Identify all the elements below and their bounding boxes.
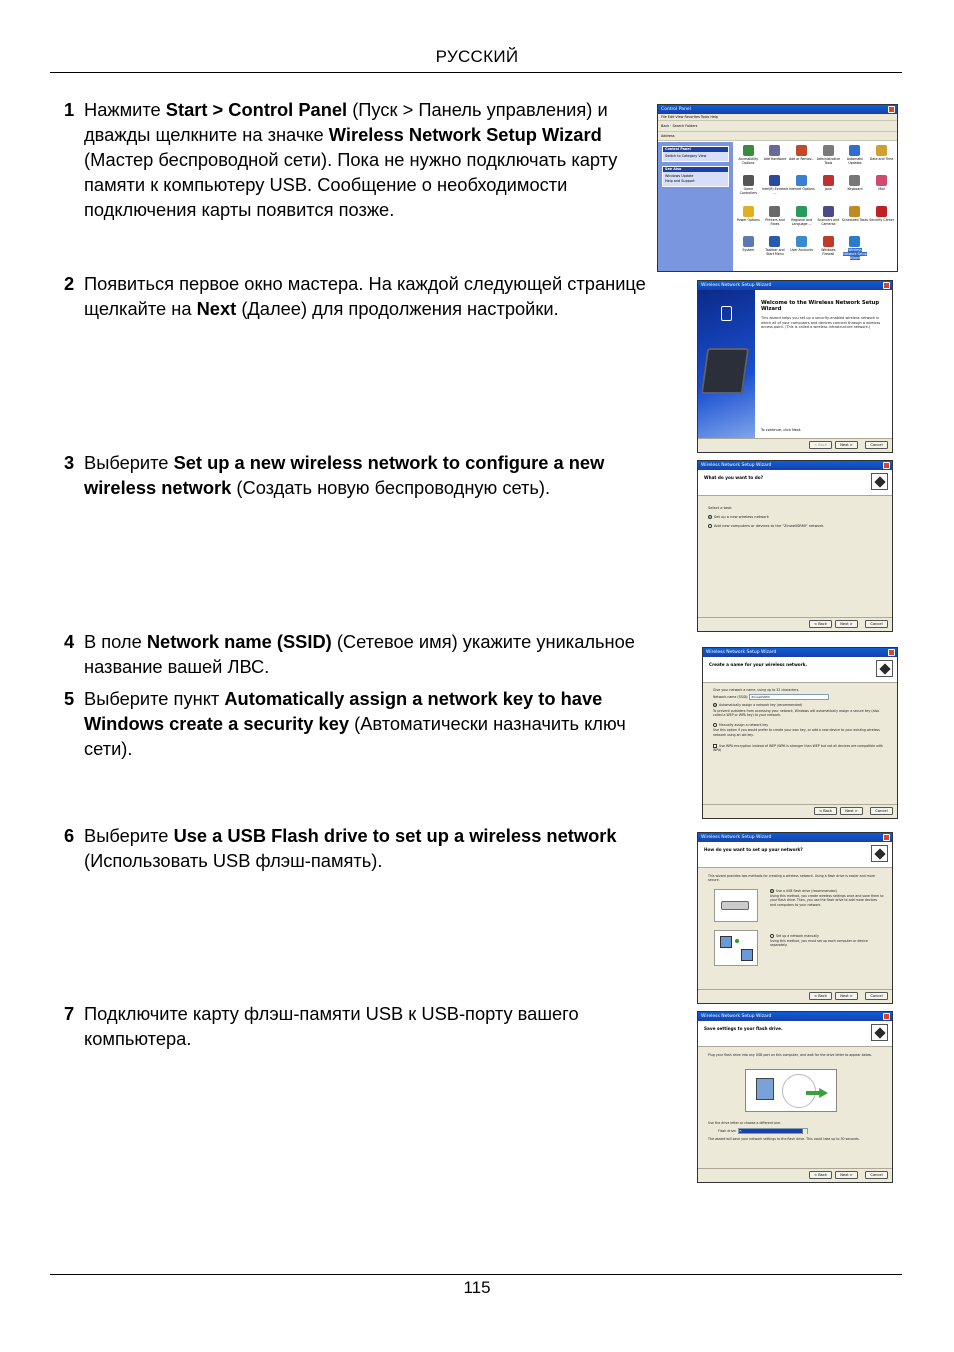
- wizard-welcome-screenshot: [697, 280, 893, 453]
- next-button[interactable]: Next >: [835, 620, 858, 628]
- step-number: 5: [64, 688, 75, 709]
- applet-label: Printers and Faxes: [765, 217, 785, 226]
- control-panel-item[interactable]: [815, 175, 842, 203]
- applet-label: Windows Firewall: [821, 247, 836, 256]
- control-panel-item[interactable]: [762, 236, 789, 268]
- step-bold-text: Automatically assign a network key to have Windows create a security key: [84, 688, 603, 734]
- applet-icon: [769, 236, 780, 247]
- applet-label: Automatic Updates: [846, 157, 864, 165]
- applet-label: Keyboard: [847, 187, 863, 192]
- back-button[interactable]: < Back: [809, 1171, 832, 1179]
- step-text: [84, 97, 676, 222]
- task-pane: [658, 142, 733, 271]
- step-text-run: (Пуск > Панель управления) и дважды щелкните на значке: [84, 99, 608, 145]
- control-panel-item[interactable]: [788, 236, 815, 268]
- step-bold-text: Next: [196, 298, 237, 319]
- step-number: 4: [64, 631, 75, 652]
- step-text-run: (Автоматически назначить ключ сети).: [84, 713, 626, 759]
- wizard-logo-icon: [871, 845, 888, 862]
- control-panel-item[interactable]: [762, 145, 789, 173]
- window-title-bar: Wireless Network Setup Wizard: [698, 281, 892, 290]
- step-number: 3: [64, 452, 75, 473]
- step-text-run: Выберите пункт: [84, 688, 225, 709]
- applet-icon: [823, 236, 834, 247]
- applet-label: Add or Remov...: [789, 157, 815, 161]
- step-text-run: (Далее) для продолжения настройки.: [236, 298, 559, 319]
- step-bold-text: Use a USB Flash drive to set up a wireless network: [173, 825, 617, 846]
- applet-label: Taskbar and Start Menu: [765, 247, 785, 256]
- window-title-bar: Wireless Network Setup Wizard: [703, 648, 897, 657]
- step-4: [64, 629, 676, 679]
- control-panel-item[interactable]: [815, 206, 842, 234]
- control-panel-item[interactable]: [842, 206, 869, 234]
- applet-icon: [769, 145, 780, 156]
- next-button[interactable]: Next >: [840, 807, 863, 815]
- step-text-run: Выберите: [84, 825, 174, 846]
- step-text-run: (Создать новую беспроводную сеть).: [231, 477, 551, 498]
- applet-icon: [823, 206, 834, 217]
- radio-selected-icon: [770, 889, 774, 893]
- applet-icon: [743, 175, 754, 186]
- step-number: 7: [64, 1003, 75, 1024]
- control-panel-item[interactable]: [762, 206, 789, 234]
- step-text-run: (Сетевое имя) укажите уникальное название вашей ЛВС.: [84, 631, 635, 677]
- step-text-run: Выберите: [84, 452, 174, 473]
- flash-drive-select[interactable]: F:: [738, 1128, 808, 1134]
- wizard-logo-icon: [871, 473, 888, 490]
- control-panel-item[interactable]: [735, 236, 762, 268]
- chevron-down-icon: [802, 1129, 807, 1134]
- window-title-bar: Wireless Network Setup Wizard: [698, 1012, 892, 1021]
- applet-icon: [849, 145, 860, 156]
- radio-icon: [770, 934, 774, 938]
- network-name-input[interactable]: ZinwellSRMI: [749, 694, 829, 700]
- network-computers-icon: [714, 930, 758, 966]
- page-number: 115: [463, 1278, 491, 1297]
- wizard-save-screenshot: [697, 1011, 893, 1183]
- window-title-bar: Wireless Network Setup Wizard: [698, 833, 892, 842]
- option-auto-key[interactable]: Automatically assign a network key (recommended): [713, 703, 887, 707]
- address-bar: Address: [658, 132, 897, 141]
- step-text: [84, 686, 676, 761]
- applet-icon: [849, 206, 860, 217]
- plug-in-illustration-icon: [745, 1069, 837, 1112]
- close-icon: [883, 462, 890, 469]
- applet-label: Mail: [878, 187, 885, 192]
- cancel-button[interactable]: Cancel: [865, 441, 888, 449]
- radio-selected-icon: [708, 515, 712, 519]
- step-text: [84, 1001, 676, 1051]
- applet-label: Java: [824, 187, 832, 192]
- back-button[interactable]: < Back: [814, 807, 837, 815]
- applet-icon: [876, 145, 887, 156]
- wizard-footer: [698, 617, 892, 631]
- applet-label: Scanners and Cameras: [817, 217, 840, 226]
- next-button[interactable]: Next >: [835, 1171, 858, 1179]
- step-5: [64, 686, 676, 761]
- option-add-devices[interactable]: Add new computers or devices to the "ZinwellSRMI" network.: [708, 524, 882, 529]
- step-text: [84, 823, 676, 873]
- wizard-side-graphic: [698, 290, 755, 438]
- back-button[interactable]: < Back: [809, 620, 832, 628]
- applet-icon: [849, 175, 860, 186]
- page-language-header: РУССКИЙ: [435, 47, 519, 66]
- applet-label: Security Center: [869, 217, 895, 222]
- wizard-header: Save settings to your flash drive.: [698, 1021, 892, 1047]
- step-1: [64, 97, 676, 222]
- step-bold-text: Set up a new wireless network to configure a new wireless network: [84, 452, 605, 498]
- step-text-run: (Использовать USB флэш-память).: [84, 850, 383, 871]
- cancel-button[interactable]: Cancel: [865, 1171, 888, 1179]
- applet-label: Add Hardware: [763, 157, 787, 161]
- applet-icon: [796, 236, 807, 247]
- control-panel-item[interactable]: [735, 175, 762, 203]
- step-6: [64, 823, 676, 873]
- wizard-body: Select a task: Set up a new wireless network Add new computers or devices to the "ZinwellSRMI" network.: [698, 496, 892, 537]
- applet-label: Power Options: [736, 217, 760, 222]
- back-button[interactable]: < Back: [809, 441, 832, 449]
- step-number: 2: [64, 273, 75, 294]
- step-text: [84, 450, 676, 500]
- wizard-method-screenshot: [697, 832, 893, 1004]
- applet-label: Date and Time: [869, 157, 894, 161]
- laptop-icon: [701, 348, 749, 394]
- applet-icon: [769, 175, 780, 186]
- wizard-logo-icon: [871, 1024, 888, 1041]
- wizard-footer: [698, 438, 892, 452]
- applet-icon: [769, 206, 780, 217]
- applet-label: Accessibility Options: [738, 157, 759, 165]
- close-icon: [883, 834, 890, 841]
- next-button[interactable]: Next >: [835, 992, 858, 1000]
- applet-label: Game Controllers: [739, 187, 757, 196]
- applet-icon: [876, 206, 887, 217]
- control-panel-box: Control Panel Switch to Category View: [662, 146, 729, 162]
- wizard-header: What do you want to do?: [698, 470, 892, 496]
- step-3: [64, 450, 676, 500]
- step-2: [64, 271, 676, 321]
- step-text-run: Появиться первое окно мастера. На каждой следующей странице щелкайте на: [84, 273, 646, 319]
- wizard-footer: [698, 989, 892, 1003]
- control-panel-item[interactable]: [868, 145, 895, 173]
- wizard-footer: [698, 1168, 892, 1182]
- applet-label: Intel(R) Extreme ...: [761, 187, 789, 196]
- cancel-button[interactable]: Cancel: [865, 992, 888, 1000]
- control-panel-screenshot: [657, 104, 898, 272]
- applet-icon: [796, 145, 807, 156]
- wizard-body: Plug your flash drive into any USB port on this computer, and wait for the drive letter to appear below. Use the drive letter or choose a different one. Flash drive: F: The wizard will save your network settings to the flash drive. This could take up to 30 seconds.: [708, 1053, 872, 1142]
- close-icon: [888, 649, 895, 656]
- control-panel-item[interactable]: [868, 175, 895, 203]
- menu-bar: File Edit View Favorites Tools Help: [658, 114, 897, 121]
- control-panel-item[interactable]: [842, 145, 869, 173]
- step-bold-text: Network name (SSID): [146, 631, 332, 652]
- wizard-body: This wizard provides two methods for creating a wireless network. Using a flash drive is easier and more secure. Use a USB flash drive (recommended) Using this method, you create wireless settings once and save them to your flash drive. Then, you use the flash drive to add more devices and computers to your network. Set up a network manually Using this method, you must set up each computer or device separately.: [698, 868, 892, 988]
- applet-icon: [823, 175, 834, 186]
- applet-label: Wireless Network Setup Wizard: [843, 247, 867, 260]
- control-panel-item[interactable]: [842, 236, 869, 268]
- close-icon: [883, 282, 890, 289]
- option-manual[interactable]: Set up a network manually: [770, 934, 884, 938]
- applet-icon: [849, 236, 860, 247]
- radio-icon: [713, 723, 717, 727]
- step-bold-text: Wireless Network Setup Wizard: [328, 124, 602, 145]
- option-usb[interactable]: Use a USB flash drive (recommended): [770, 889, 884, 893]
- control-panel-icons: [733, 142, 897, 271]
- wizard-footer: [703, 804, 897, 818]
- step-number: 1: [64, 99, 75, 120]
- back-button[interactable]: < Back: [809, 992, 832, 1000]
- wizard-continue-text: To continue, click Next.: [761, 428, 802, 432]
- control-panel-item[interactable]: [788, 145, 815, 173]
- applet-icon: [743, 236, 754, 247]
- control-panel-item[interactable]: [735, 145, 762, 173]
- applet-label: Administrative Tools: [816, 157, 840, 165]
- option-new-network[interactable]: Set up a new wireless network: [708, 515, 882, 520]
- radio-icon: [708, 524, 712, 528]
- applet-icon: [743, 145, 754, 156]
- control-panel-item[interactable]: [762, 175, 789, 203]
- wizard-header: How do you want to set up your network?: [698, 842, 892, 868]
- wizard-name-screenshot: [702, 647, 898, 819]
- step-text-run: (Мастер беспроводной сети). Пока не нужно подключать карту памяти к компьютеру USB. Сообщение о необходимости подключения карты появится позже.: [84, 149, 618, 220]
- applet-icon: [743, 206, 754, 217]
- applet-label: User Accounts: [790, 247, 814, 252]
- close-icon: [888, 106, 895, 113]
- cancel-button[interactable]: Cancel: [870, 807, 893, 815]
- step-text: [84, 629, 676, 679]
- step-text-run: Нажмите: [84, 99, 166, 120]
- control-panel-item[interactable]: [815, 236, 842, 268]
- wireless-antenna-icon: [721, 306, 732, 321]
- window-title-bar: Wireless Network Setup Wizard: [698, 461, 892, 470]
- wizard-description: This wizard helps you set up a security-enabled wireless network in which all of your computers and devices connect through a wireless access point. (This is called a wireless infrastructure network.): [761, 316, 881, 330]
- step-text-run: В поле: [84, 631, 147, 652]
- control-panel-item[interactable]: [788, 175, 815, 203]
- applet-label: Internet Options: [788, 187, 815, 192]
- wizard-logo-icon: [876, 660, 893, 677]
- control-panel-item[interactable]: [842, 175, 869, 203]
- applet-label: Regional and Language ...: [791, 217, 813, 226]
- close-icon: [883, 1013, 890, 1020]
- see-also-box: See Also Windows Update Help and Support: [662, 166, 729, 187]
- toolbar: Back · Search Folders: [658, 121, 897, 132]
- next-button[interactable]: Next >: [835, 441, 858, 449]
- wpa-checkbox[interactable]: Use WPA encryption instead of WEP (WPA is stronger than WEP but not all devices are compatible with WPA): [713, 744, 883, 753]
- applet-icon: [876, 175, 887, 186]
- window-title-bar: Control Panel: [658, 105, 897, 114]
- wizard-task-screenshot: [697, 460, 893, 632]
- control-panel-item[interactable]: [735, 206, 762, 234]
- applet-label: System: [742, 247, 755, 252]
- control-panel-item[interactable]: [868, 206, 895, 234]
- control-panel-item[interactable]: [788, 206, 815, 234]
- wizard-body: Give your network a name, using up to 32 characters. Network name (SSID): ZinwellSRMI Automatically assign a network key (recommended) To prevent outsiders from accessing your network, Windows will automatically assign a secure key (also called a WEP or WPA key) to your network. Manually assign a network key Use this option if you would prefer to create your own key, or add a new device to your existing wireless network using an old key. Use WPA encryption instead of WEP (WPA is stronger than WEP but not all devices are compatible with WPA): [703, 683, 897, 761]
- step-bold-text: Start > Control Panel: [165, 99, 348, 120]
- applet-icon: [796, 206, 807, 217]
- cancel-button[interactable]: Cancel: [865, 620, 888, 628]
- option-manual-key[interactable]: Manually assign a network key: [713, 723, 887, 727]
- control-panel-item[interactable]: [815, 145, 842, 173]
- applet-icon: [796, 175, 807, 186]
- applet-icon: [823, 145, 834, 156]
- step-7: [64, 1001, 676, 1051]
- step-number: 6: [64, 825, 75, 846]
- radio-selected-icon: [713, 703, 717, 707]
- footer-rule: [50, 1274, 902, 1275]
- step-text-run: Подключите карту флэш-памяти USB к USB-порту вашего компьютера.: [84, 1003, 579, 1049]
- wizard-heading: Welcome to the Wireless Network Setup Wizard: [761, 300, 880, 312]
- step-text: [84, 271, 676, 321]
- usb-drive-icon: [714, 889, 758, 922]
- wizard-header: Create a name for your wireless network.: [703, 657, 897, 683]
- applet-label: Scheduled Tasks: [841, 217, 869, 222]
- header-rule: [50, 72, 902, 73]
